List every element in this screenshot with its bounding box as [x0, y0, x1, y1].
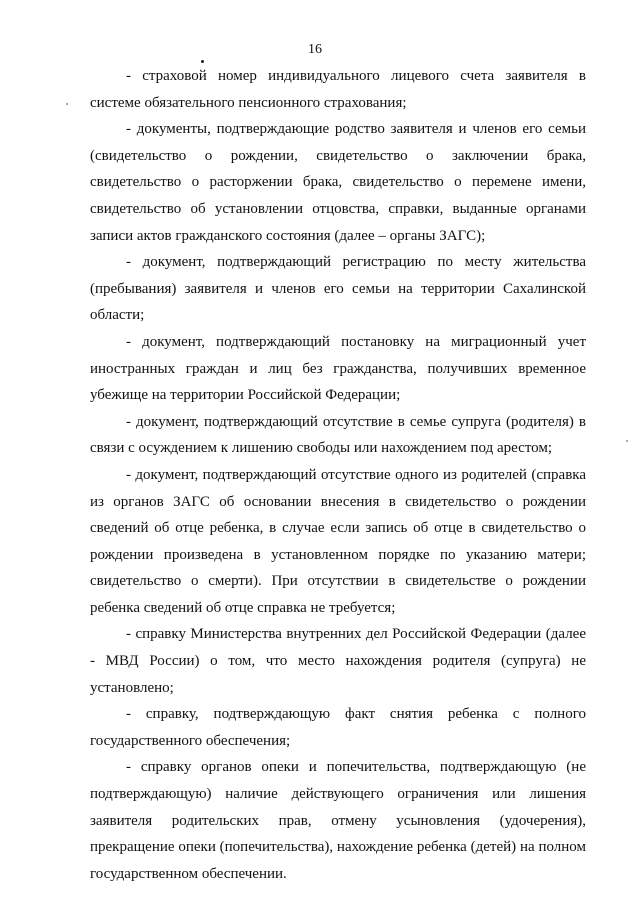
- paragraph-guardianship-certificate: - справку органов опеки и попечительства, подтверждающую (не подтверждающую) наличие действующего ограничения или лишения заявителя родительских прав, отмену усыновления (удочерения), прекращение опеки (попечительства), нахождение ребенка (детей) на полном государственном обеспечении.: [90, 759, 586, 882]
- paragraph-registration-document: - документ, подтверждающий регистрацию по месту жительства (пребывания) заявителя и членов его семьи на территории Сахалинской области;: [90, 254, 586, 324]
- page-number: 16: [308, 42, 322, 57]
- scan-speck: [626, 440, 628, 442]
- paragraph-absence-parent-document: - документ, подтверждающий отсутствие одного из родителей (справка из органов ЗАГС об основании внесения в свидетельство о рождении сведений об отце ребенка, в случае если запись об отце в свидетельство о рождении произведена в установленном порядке по указанию матери; свидетельство о смерти). При отсутствии в свидетельстве о рождении ребенка сведений об отце справка не требуется;: [90, 466, 586, 616]
- paragraph-pension-number: - страховой номер индивидуального лицевого счета заявителя в системе обязательного пенсионного страхования;: [90, 68, 586, 111]
- scan-speck: [66, 103, 68, 105]
- paragraph-state-support-certificate: - справку, подтверждающую факт снятия ребенка с полного государственного обеспечения;: [90, 706, 586, 749]
- paragraph-absence-spouse-document: - документ, подтверждающий отсутствие в семье супруга (родителя) в связи с осуждением к лишению свободы или нахождением под арестом;: [90, 413, 586, 457]
- document-body: [90, 63, 586, 887]
- paragraph-kinship-documents: - документы, подтверждающие родство заявителя и членов его семьи (свидетельство о рождении, свидетельство о заключении брака, свидетельство о расторжении брака, свидетельство о перемене имени, свидетельство об установлении отцовства, справки, выданные органами записи актов гражданского состояния (далее – органы ЗАГС);: [90, 121, 586, 244]
- paragraph-mvd-certificate: - справку Министерства внутренних дел Российской Федерации (далее - МВД России) о том, что место нахождения родителя (супруга) не установлено;: [90, 626, 586, 696]
- paragraph-migration-document: - документ, подтверждающий постановку на миграционный учет иностранных граждан и лиц без гражданства, получивших временное убежище на территории Российской Федерации;: [90, 333, 586, 404]
